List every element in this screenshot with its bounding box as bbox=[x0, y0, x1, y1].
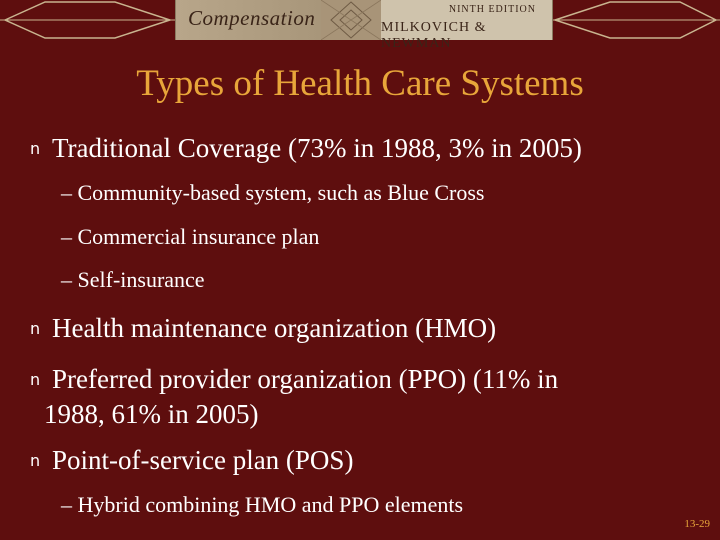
bullet-text-line2: 1988, 61% in 2005) bbox=[44, 399, 259, 429]
subitem-hybrid: – Hybrid combining HMO and PPO elements bbox=[61, 492, 464, 517]
subitem-self-insurance: – Self-insurance bbox=[61, 267, 205, 292]
book-title-panel bbox=[176, 0, 321, 40]
bullet-traditional-coverage bbox=[30, 131, 582, 166]
bullet-text-line1: Preferred provider organization (PPO) (11% in bbox=[52, 364, 559, 394]
bullet-marker-icon: n bbox=[30, 370, 41, 389]
slide-number: 13-29 bbox=[684, 518, 710, 530]
book-title-word: Compensation bbox=[188, 6, 316, 30]
book-banner bbox=[175, 0, 553, 51]
bullet-marker-icon: n bbox=[30, 451, 41, 470]
slide-title: Types of Health Care Systems bbox=[136, 63, 584, 104]
bullet-pos bbox=[30, 443, 353, 478]
banner-pattern bbox=[321, 0, 381, 40]
authors-label: MILKOVICH & NEWMAN bbox=[381, 20, 487, 51]
bullet-hmo bbox=[30, 311, 496, 346]
subitem-commercial-insurance: – Commercial insurance plan bbox=[61, 224, 320, 249]
header-banner bbox=[0, 0, 720, 51]
bullet-text: Health maintenance organization (HMO) bbox=[52, 313, 497, 343]
bullet-marker-icon: n bbox=[30, 139, 41, 158]
bullet-text: Point-of-service plan (POS) bbox=[52, 445, 354, 475]
edition-label: NINTH EDITION bbox=[448, 4, 536, 15]
subitem-community-based: – Community-based system, such as Blue Cross bbox=[61, 180, 485, 205]
author-panel bbox=[381, 0, 552, 51]
bullet-text: Traditional Coverage (73% in 1988, 3% in 2005) bbox=[52, 133, 582, 163]
bullet-marker-icon: n bbox=[30, 319, 41, 338]
diamond-pattern-icon bbox=[321, 0, 381, 40]
bullet-ppo bbox=[30, 362, 558, 431]
